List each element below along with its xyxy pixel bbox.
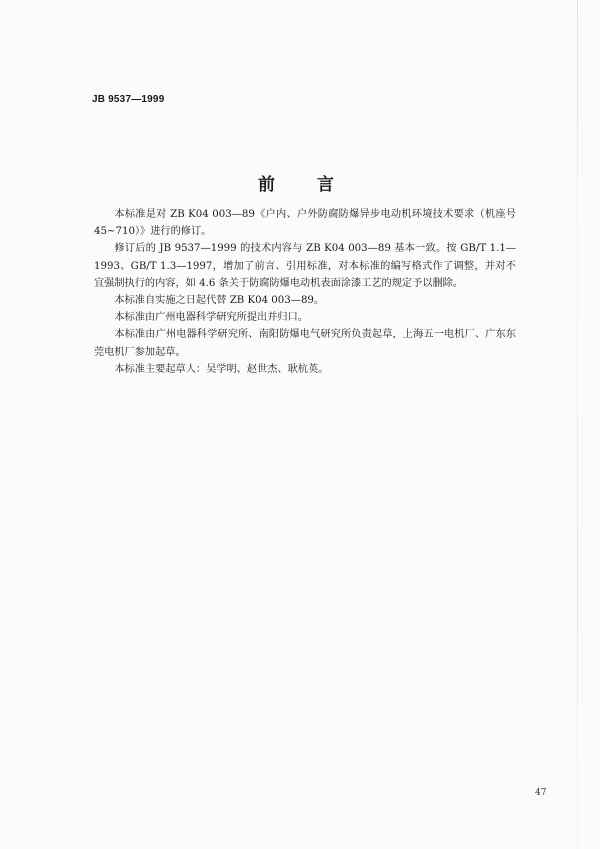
standard-code-header: JB 9537—1999 <box>92 94 165 105</box>
paragraph-drafted-by: 本标准由广州电器科学研究所、南阳防爆电气研究所负责起草，上海五一电机厂、广东东莞电机厂参加起草。 <box>94 329 516 358</box>
paragraph-supersedes: 本标准自实施之日起代替 ZB K04 003—89。 <box>114 295 325 307</box>
scan-edge-line <box>577 0 578 849</box>
paragraph-revision-basis: 本标准是对 ZB K04 003—89《户内、户外防腐防爆异步电动机环境技术要求（机座号 45~710）》进行的修订。 <box>94 209 516 238</box>
paragraph-revision-content: 修订后的 JB 9537—1999 的技术内容与 ZB K04 003—89 基本一致。按 GB/T 1.1—1993、GB/T 1.3—1997，增加了前言、引用标准，对本标准的编写格式作了调整，并对不宜强制执行的内容，如 4.6 条关于防腐防爆电动机表面涂漆工艺的规定予以删除。 <box>94 243 516 289</box>
foreword-body <box>94 206 516 378</box>
paragraph-drafters: 本标准主要起草人：吴学明、赵世杰、耿杭英。 <box>114 363 329 375</box>
page-title: 前 言 <box>258 175 352 195</box>
page-number: 47 <box>535 788 547 798</box>
paragraph-proposed-by: 本标准由广州电器科学研究所提出并归口。 <box>114 312 308 324</box>
